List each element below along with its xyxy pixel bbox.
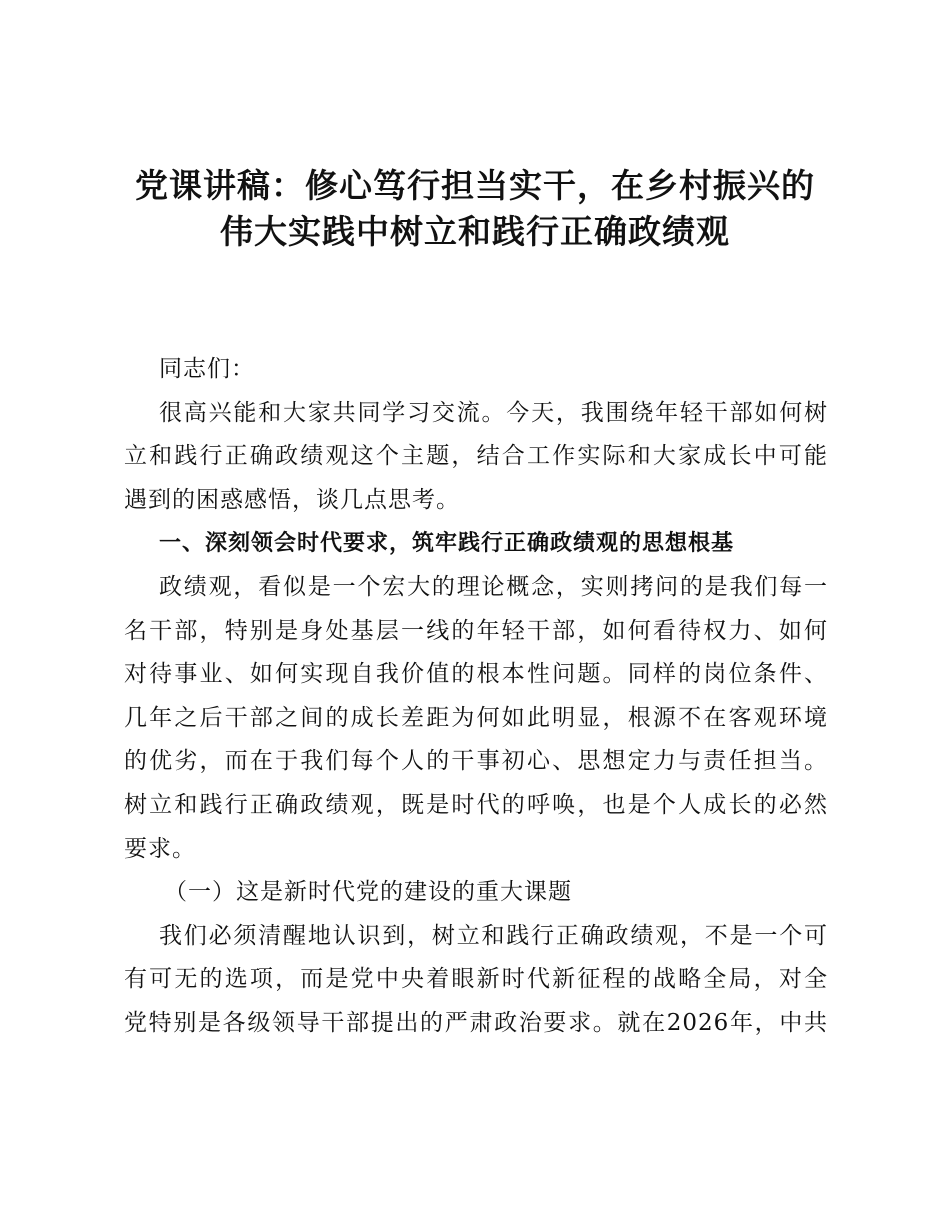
title-line: 党课讲稿：修心笃行担当实干，在乡村振兴的 [135, 166, 815, 205]
paragraph-line: 党特别是各级领导干部提出的严肃政治要求。就在2026年，中共 [124, 1009, 828, 1036]
paragraph-line: 我们必须清醒地认识到，树立和践行正确政绩观，不是一个可 [159, 922, 828, 949]
paragraph-line: 有可无的选项，而是党中央着眼新时代新征程的战略全局，对全 [124, 966, 828, 993]
document-title [100, 163, 850, 255]
paragraph-line: 几年之后干部之间的成长差距为何如此明显，根源不在客观环境 [124, 704, 828, 731]
paragraph-line: 要求。 [124, 835, 196, 862]
paragraph-line: 树立和践行正确政绩观，既是时代的呼唤，也是个人成长的必然 [124, 791, 828, 818]
paragraph-line: 很高兴能和大家共同学习交流。今天，我围绕年轻干部如何树 [159, 399, 828, 426]
paragraph-line: 遇到的困惑感悟，谈几点思考。 [124, 486, 460, 513]
greeting: 同志们： [159, 356, 255, 382]
paragraph-line: 名干部，特别是身处基层一线的年轻干部，如何看待权力、如何 [124, 617, 828, 644]
paragraph-line: 对待事业、如何实现自我价值的根本性问题。同样的岗位条件、 [124, 661, 828, 688]
subsection-heading: （一）这是新时代党的建设的重大课题 [164, 879, 572, 906]
paragraph-line: 立和践行正确政绩观这个主题，结合工作实际和大家成长中可能 [124, 443, 828, 470]
document-body [124, 348, 828, 1046]
paragraph-line: 的优劣，而在于我们每个人的干事初心、思想定力与责任担当。 [124, 748, 828, 775]
paragraph-line: 政绩观，看似是一个宏大的理论概念，实则拷问的是我们每一 [159, 573, 828, 600]
title-line: 伟大实践中树立和践行正确政绩观 [220, 212, 730, 251]
section-heading: 一、深刻领会时代要求，筑牢践行正确政绩观的思想根基 [159, 531, 735, 557]
